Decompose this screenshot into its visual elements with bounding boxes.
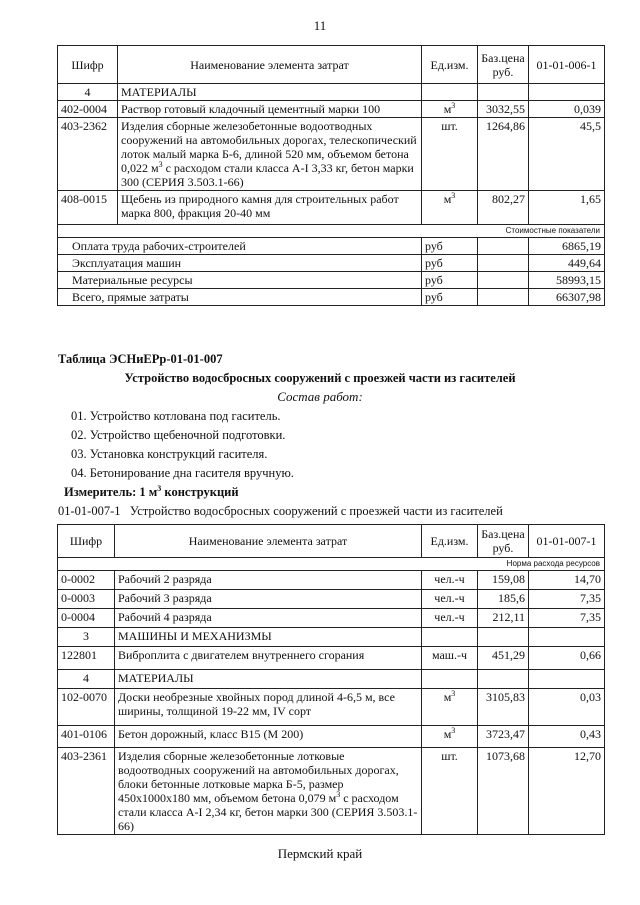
table-row bbox=[58, 101, 605, 118]
work-item: 04. Бетонирование дна гасителя вручную. bbox=[71, 466, 294, 480]
table-row bbox=[58, 590, 605, 609]
row-price: 1264,86 bbox=[478, 118, 529, 191]
row-unit: $м^3$ bbox=[422, 191, 478, 225]
row-code: 408-0015 bbox=[58, 191, 118, 225]
row-value: 0,43 bbox=[529, 726, 605, 748]
row-code: 403-2362 bbox=[58, 118, 118, 191]
table-row bbox=[58, 118, 605, 191]
row-name: Щебень из природного камня для строительных работ марка 800, фракция 20-40 мм bbox=[118, 191, 422, 225]
row-price: 3032,55 bbox=[478, 101, 529, 118]
row-price: 185,6 bbox=[478, 590, 529, 609]
row-code: 402-0004 bbox=[58, 101, 118, 118]
row-price: 159,08 bbox=[478, 571, 529, 590]
col-price-header: Баз.цена руб. bbox=[478, 525, 529, 558]
total-value: 66307,98 bbox=[529, 289, 605, 306]
total-label: Эксплуатация машин bbox=[58, 255, 422, 272]
total-row bbox=[58, 238, 605, 255]
row-name: Бетон дорожный, класс B15 (M 200) bbox=[115, 726, 422, 748]
row-unit: маш.-ч bbox=[422, 647, 478, 670]
row-value: 12,70 bbox=[529, 748, 605, 835]
row-name: Раствор готовый кладочный цементный марки 100 bbox=[118, 101, 422, 118]
row-unit: чел.-ч bbox=[422, 590, 478, 609]
row-unit: шт. bbox=[422, 748, 478, 835]
row-price: 3105,83 bbox=[478, 689, 529, 726]
section-title: Устройство водосбросных сооружений с проезжей части из гасителей bbox=[124, 371, 516, 385]
total-label: Всего, прямые затраты bbox=[58, 289, 422, 306]
table-row bbox=[58, 571, 605, 590]
col-norm-header: 01-01-006-1 bbox=[529, 46, 605, 84]
section-title: МАТЕРИАЛЫ bbox=[118, 84, 422, 101]
table-row bbox=[58, 647, 605, 670]
row-value: 1,65 bbox=[529, 191, 605, 225]
row-name: Изделия сборные железобетонные водоотводных сооружений на автомобильных дорогах, телескопический лоток малый марка Б-6, длиной 520 мм, объемом бетона 0,022 $м^3$ с расходом стали класса А-I 3,33 кг, бетон марки 300 (СЕРИЯ 3.503.1-66) bbox=[118, 118, 422, 191]
page-number: 11 bbox=[313, 18, 327, 33]
row-code: 0-0004 bbox=[58, 609, 115, 628]
row-value: 7,35 bbox=[529, 609, 605, 628]
row-unit: $м^3$ bbox=[422, 726, 478, 748]
row-value: 0,66 bbox=[529, 647, 605, 670]
resource-table-1 bbox=[57, 45, 605, 306]
cost-label: Стоимостные показатели bbox=[58, 225, 605, 238]
section-title: МАШИНЫ И МЕХАНИЗМЫ bbox=[115, 628, 422, 647]
work-item: 02. Устройство щебеночной подготовки. bbox=[71, 428, 286, 442]
table-row bbox=[58, 726, 605, 748]
section-code: 3 bbox=[58, 628, 115, 647]
row-code: 102-0070 bbox=[58, 689, 115, 726]
row-code: 403-2361 bbox=[58, 748, 115, 835]
row-code: 122801 bbox=[58, 647, 115, 670]
total-label: Оплата труда рабочих-строителей bbox=[58, 238, 422, 255]
total-unit: руб bbox=[422, 238, 478, 255]
norm-label: Норма расхода ресурсов bbox=[58, 558, 605, 571]
table-row bbox=[58, 609, 605, 628]
row-unit: чел.-ч bbox=[422, 571, 478, 590]
row-code: 401-0106 bbox=[58, 726, 115, 748]
row-unit: $м^3$ bbox=[422, 101, 478, 118]
row-value: 14,70 bbox=[529, 571, 605, 590]
total-row bbox=[58, 272, 605, 289]
row-value: 45,5 bbox=[529, 118, 605, 191]
table-row bbox=[58, 748, 605, 835]
row-code: 0-0002 bbox=[58, 571, 115, 590]
work-item: 03. Установка конструкций гасителя. bbox=[71, 447, 268, 461]
col-unit-header: Ед.изм. bbox=[422, 46, 478, 84]
table-row bbox=[58, 191, 605, 225]
resource-table-2 bbox=[57, 524, 605, 835]
row-value: 0,03 bbox=[529, 689, 605, 726]
row-name: Рабочий 2 разряда bbox=[115, 571, 422, 590]
measure-unit: Измеритель: 1 $м^3$ конструкций bbox=[64, 483, 239, 499]
work-item: 01. Устройство котлована под гаситель. bbox=[71, 409, 281, 423]
row-unit: чел.-ч bbox=[422, 609, 478, 628]
table-header bbox=[58, 46, 605, 84]
row-name: Доски необрезные хвойных пород длиной 4-6,5 м, все ширины, толщиной 19-22 мм, IV сорт bbox=[115, 689, 422, 726]
row-name: Рабочий 3 разряда bbox=[115, 590, 422, 609]
col-name-header: Наименование элемента затрат bbox=[115, 525, 422, 558]
row-name: Виброплита с двигателем внутреннего сгорания bbox=[115, 647, 422, 670]
norm-label-row bbox=[58, 558, 605, 571]
section-title: МАТЕРИАЛЫ bbox=[115, 670, 422, 689]
total-value: 58993,15 bbox=[529, 272, 605, 289]
cost-label-row bbox=[58, 225, 605, 238]
row-name: Изделия сборные железобетонные лотковые водоотводных сооружений на автомобильных дорогах, блоки бетонные лотковые марка Б-5, размер 450х1000х180 мм, объемом бетона 0,079 $м^3$ с расходом стали класса А-I 2,34 кг, бетон марки 300 (СЕРИЯ 3.503.1-66) bbox=[115, 748, 422, 835]
row-value: 7,35 bbox=[529, 590, 605, 609]
total-label: Материальные ресурсы bbox=[58, 272, 422, 289]
total-unit: руб bbox=[422, 272, 478, 289]
table-label: Таблица ЭСНиЕРр-01-01-007 bbox=[58, 352, 223, 366]
row-value: 0,039 bbox=[529, 101, 605, 118]
section-row bbox=[58, 670, 605, 689]
total-value: 449,64 bbox=[529, 255, 605, 272]
row-code: 0-0003 bbox=[58, 590, 115, 609]
code-line: 01-01-007-1 Устройство водосбросных сооружений с проезжей части из гасителей bbox=[58, 504, 503, 518]
footer-region: Пермский край bbox=[277, 846, 363, 861]
col-norm-header: 01-01-007-1 bbox=[529, 525, 605, 558]
table-header bbox=[58, 525, 605, 558]
col-unit-header: Ед.изм. bbox=[422, 525, 478, 558]
row-price: 451,29 bbox=[478, 647, 529, 670]
section-code: 4 bbox=[58, 84, 118, 101]
row-price: 212,11 bbox=[478, 609, 529, 628]
section-row bbox=[58, 84, 605, 101]
table-row bbox=[58, 689, 605, 726]
row-price: 802,27 bbox=[478, 191, 529, 225]
col-code-header: Шифр bbox=[58, 46, 118, 84]
row-price: 3723,47 bbox=[478, 726, 529, 748]
row-price: 1073,68 bbox=[478, 748, 529, 835]
section-code: 4 bbox=[58, 670, 115, 689]
row-unit: шт. bbox=[422, 118, 478, 191]
col-name-header: Наименование элемента затрат bbox=[118, 46, 422, 84]
total-value: 6865,19 bbox=[529, 238, 605, 255]
total-unit: руб bbox=[422, 255, 478, 272]
col-price-header: Баз.цена руб. bbox=[478, 46, 529, 84]
works-heading: Состав работ: bbox=[277, 389, 363, 404]
total-unit: руб bbox=[422, 289, 478, 306]
row-name: Рабочий 4 разряда bbox=[115, 609, 422, 628]
total-row bbox=[58, 255, 605, 272]
row-unit: $м^3$ bbox=[422, 689, 478, 726]
total-row bbox=[58, 289, 605, 306]
col-code-header: Шифр bbox=[58, 525, 115, 558]
section-row bbox=[58, 628, 605, 647]
